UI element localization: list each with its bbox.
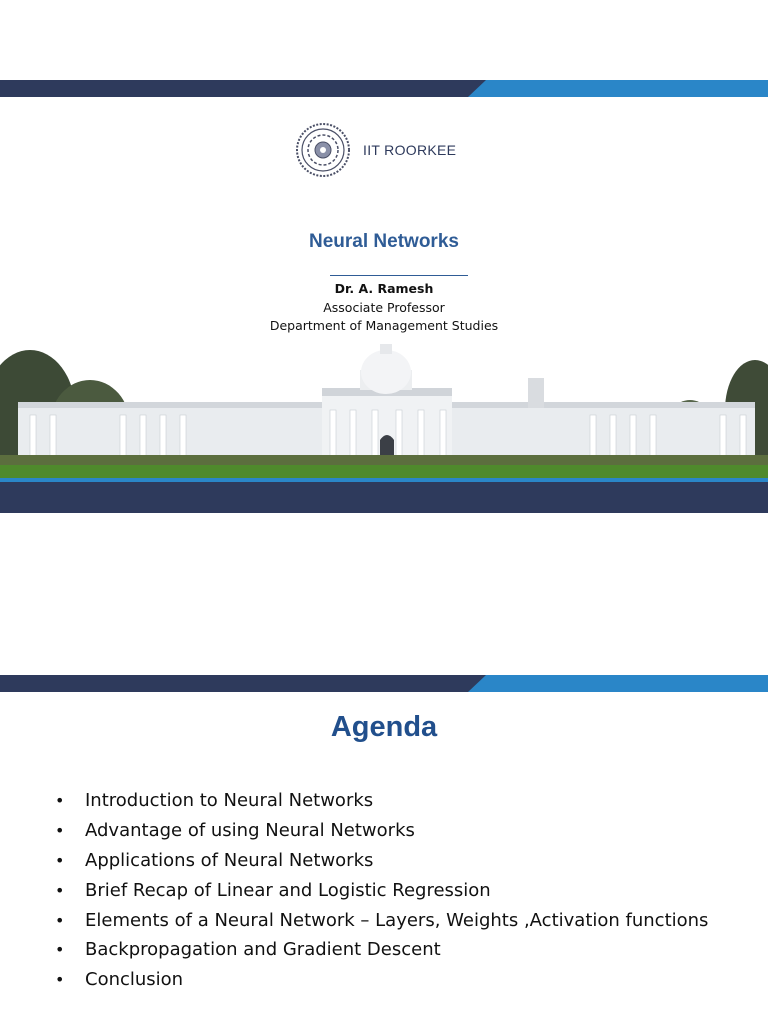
list-item: [55, 905, 708, 935]
iit-roorkee-seal-icon: [295, 122, 351, 178]
agenda-item-text: Elements of a Neural Network – Layers, Weights ,Activation functions: [85, 909, 709, 931]
list-item: [55, 846, 708, 876]
bullet-icon: •: [55, 821, 65, 841]
agenda-item-text: Introduction to Neural Networks: [85, 790, 374, 812]
title-divider: [330, 275, 468, 276]
title-slide: [0, 80, 768, 513]
bullet-icon: •: [55, 791, 65, 811]
agenda-slide: [0, 675, 768, 1024]
author-department: Department of Management Studies: [269, 318, 499, 333]
top-band: [0, 80, 768, 97]
agenda-item-text: Advantage of using Neural Networks: [85, 820, 415, 842]
author-role: Associate Professor: [323, 300, 445, 315]
institute-logo: [295, 122, 456, 178]
agenda-item-text: Backpropagation and Gradient Descent: [85, 939, 441, 961]
author-name: Dr. A. Ramesh: [334, 281, 434, 296]
agenda-item-text: Conclusion: [85, 969, 184, 991]
main-building-photo: [0, 330, 768, 555]
bullet-icon: •: [55, 850, 65, 870]
list-item: [55, 965, 708, 995]
slide-title: Neural Networks: [309, 231, 459, 252]
bullet-icon: •: [55, 970, 65, 990]
institute-name: IIT ROORKEE: [363, 142, 457, 158]
bullet-icon: •: [55, 940, 65, 960]
top-band: [0, 675, 768, 692]
agenda-list: [55, 786, 708, 995]
list-item: [55, 935, 708, 965]
agenda-title: Agenda: [330, 711, 438, 743]
agenda-item-text: Applications of Neural Networks: [85, 849, 374, 871]
list-item: [55, 875, 708, 905]
bottom-band: [0, 478, 768, 513]
agenda-item-text: Brief Recap of Linear and Logistic Regression: [85, 879, 491, 901]
bullet-icon: •: [55, 880, 65, 900]
bullet-icon: •: [55, 910, 65, 930]
list-item: [55, 786, 708, 816]
list-item: [55, 816, 708, 846]
